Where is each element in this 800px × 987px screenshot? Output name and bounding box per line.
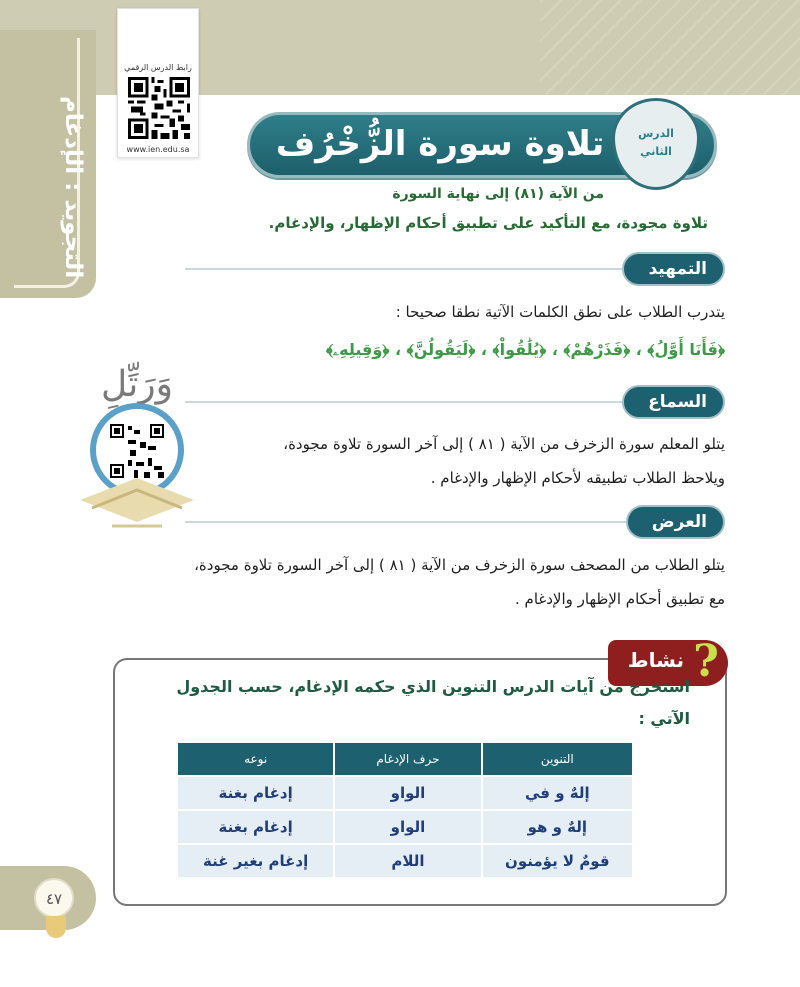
quran-stand-qr-emblem[interactable] [72, 350, 202, 530]
table-row [177, 810, 633, 844]
table-cell: الواو [334, 776, 481, 810]
digital-lesson-card[interactable] [117, 8, 199, 158]
intro-text: يتدرب الطلاب على نطق الكلمات الآتية نطقا صحيحا : [395, 303, 725, 321]
section-heading-listening: السماع [622, 385, 725, 419]
lesson-title: تلاوة سورة الزُّخْرُف [275, 124, 605, 164]
qr-code-icon[interactable] [128, 77, 190, 139]
qr-label: رابط الدرس الرقمي [124, 63, 192, 72]
page-number: ٤٧ [34, 878, 74, 918]
lesson-badge-line1: الدرس [638, 127, 674, 140]
table-cell: إدغام بغنة [177, 810, 334, 844]
listening-line-1: يتلو المعلم سورة الزخرف من الآية ( ٨١ ) إلى آخر السورة تلاوة مجودة، [283, 435, 725, 453]
page-number-tab [0, 866, 96, 930]
decor-pattern [540, 0, 800, 95]
qr-url[interactable]: www.ien.edu.sa [126, 145, 190, 154]
table-cell: إدغام بغير غنة [177, 844, 334, 878]
lesson-range: من الآية (٨١) إلى نهاية السورة [392, 186, 604, 202]
table-cell: الواو [334, 810, 481, 844]
table-cell: إلهٌ و في [482, 776, 633, 810]
table-row [177, 844, 633, 878]
table-cell: اللام [334, 844, 481, 878]
activity-instruction-line-1: استخرج من آيات الدرس التنوين الذي حكمه الإدغام، حسب الجدول [176, 677, 690, 696]
lesson-badge-line2: الثاني [640, 145, 672, 158]
table-header: نوعه [177, 742, 334, 776]
table-header: حرف الإدغام [334, 742, 481, 776]
activity-instruction-line-2: الآتي : [638, 709, 690, 728]
emblem-calligraphy: وَرَتِّلِ [100, 364, 174, 405]
table-header-row [177, 742, 633, 776]
activity-tag-label: نشاط [627, 648, 684, 672]
question-mark-icon: ? [693, 636, 719, 687]
table-header: التنوين [482, 742, 633, 776]
recitation-line-2: مع تطبيق أحكام الإظهار والإدغام . [515, 590, 725, 608]
table-cell: إلهٌ و هو [482, 810, 633, 844]
lesson-objective: تلاوة مجودة، مع التأكيد على تطبيق أحكام الإظهار، والإدغام. [268, 214, 708, 232]
unit-title: التجويد : الإدغام [60, 95, 86, 279]
practice-words: ﴿فَأَنَا أَوَّلُ﴾ ، ﴿فَذَرْهُمْ﴾ ، ﴿يُلَٰقُواْ﴾ ، ﴿لَيَقُولُنَّ﴾ ، ﴿وَقِيلِهِۦ﴾ [325, 340, 725, 359]
listening-line-2: ويلاحظ الطلاب تطبيقه لأحكام الإظهار والإدغام . [430, 469, 725, 487]
recitation-line-1: يتلو الطلاب من المصحف سورة الزخرف من الآية ( ٨١ ) إلى آخر السورة تلاوة مجودة، [194, 556, 725, 574]
section-heading-intro: التمهيد [622, 252, 725, 286]
bookmark-ribbon-icon [46, 916, 66, 938]
section-heading-recitation: العرض [626, 505, 725, 539]
tanween-table [176, 741, 634, 879]
table-cell: قومٌ لا يؤمنون [482, 844, 633, 878]
table-cell: إدغام بغنة [177, 776, 334, 810]
table-row [177, 776, 633, 810]
